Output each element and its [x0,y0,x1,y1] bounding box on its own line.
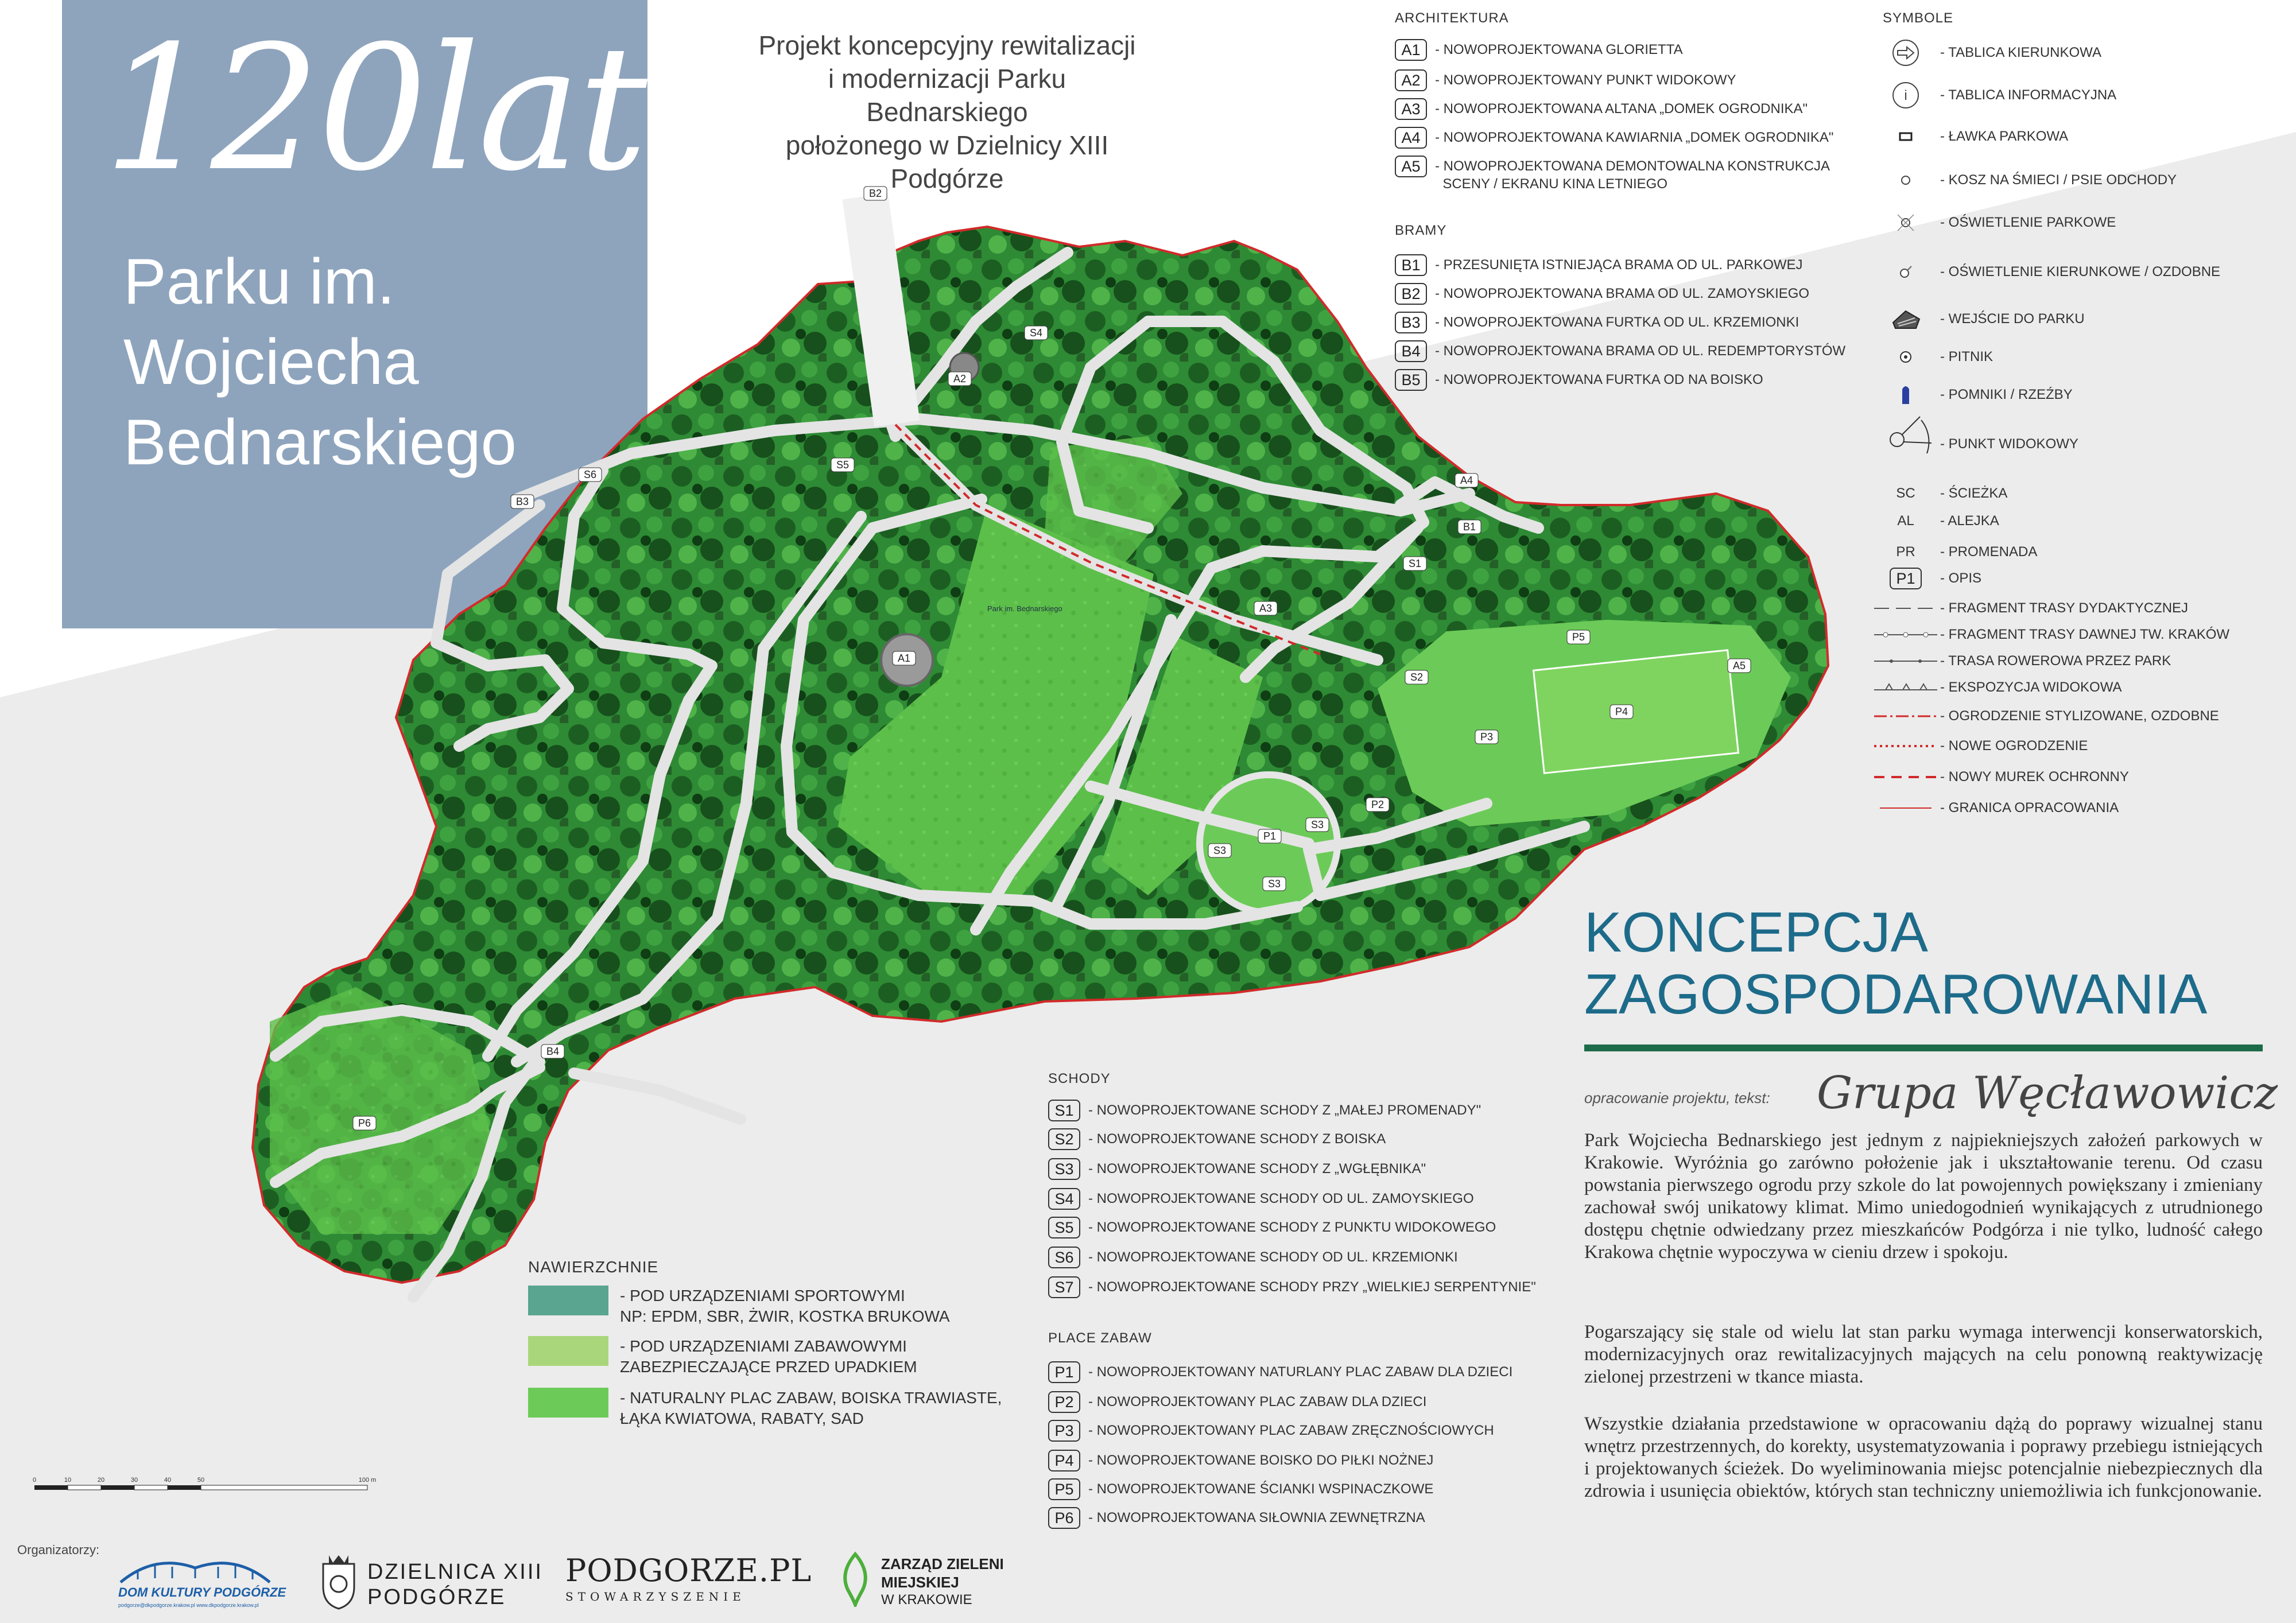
map-label-b1 [1458,520,1481,534]
bin-icon [1871,166,1940,194]
leaf-logo-icon [835,1550,875,1607]
legend-s1: S1 - NOWOPROJEKTOWANE SCHODY Z „MAŁEJ PROMENADY" [1048,1100,1481,1121]
schody-heading: SCHODY [1048,1071,1111,1086]
organizers-label: Organizatorzy: [17,1543,100,1557]
place-zabaw-heading: PLACE ZABAW [1048,1330,1152,1346]
park-name-line-3: Bednarskiego [123,406,517,478]
svg-text:A3: A3 [1259,603,1273,614]
park-name-label: Park im. Bednarskiego [987,604,1062,613]
legend-surface-sport: - POD URZĄDZENIAMI SPORTOWYMI NP: EPDM, SBR, ŻWIR, KOSTKA BRUKOWA [528,1286,950,1327]
legend-surface-natural: - NATURALNY PLAC ZABAW, BOISKA TRAWIASTE, ŁĄKA KWIATOWA, RABATY, SAD [528,1388,1002,1429]
surface-swatch [528,1388,608,1418]
legend-p1: P1 - NOWOPROJEKTOWANY NATURLANY PLAC ZABAW DLA DZIECI [1048,1361,1512,1383]
map-label-s4 [1025,326,1048,340]
svg-text:S3: S3 [1310,819,1324,830]
scale-tick-1: 10 [64,1477,72,1484]
legend-study-boundary: - GRANICA OPRACOWANIA [1871,794,2119,822]
legend-b4: B4 - NOWOPROJEKTOWANA BRAMA OD UL. REDEMPTORYSTÓW [1395,340,1845,362]
svg-text:S2: S2 [1410,671,1424,683]
legend-p2: P2 - NOWOPROJEKTOWANY PLAC ZABAW DLA DZIECI [1048,1391,1426,1413]
svg-text:P6: P6 [358,1117,371,1129]
direction-light-icon [1871,258,1940,286]
surface-swatch [528,1286,608,1315]
map-label-s2 [1405,670,1428,684]
scale-bar [32,1475,387,1498]
legend-direction-light: - OŚWIETLENIE KIERUNKOWE / OZDOBNE [1871,258,2220,286]
legend-new-fence: - NOWE OGRODZENIE [1871,732,2088,760]
svg-text:P5: P5 [1572,631,1585,643]
legend-b1: B1 - PRZESUNIĘTA ISTNIEJĄCA BRAMA OD UL. PARKOWEJ [1395,254,1803,276]
legend-s3: S3 - NOWOPROJEKTOWANE SCHODY Z „WGŁĘBNIKA" [1048,1158,1426,1180]
map-label-s3b [1306,818,1329,832]
park-light-icon [1871,209,1940,236]
viewpoint-icon [1871,421,1940,467]
author-label: opracowanie projektu, tekst: [1584,1089,1770,1106]
map-label-p6 [353,1116,376,1130]
map-label-p2 [1366,798,1389,812]
logo-zzm: ZARZĄD ZIELENI MIEJSKIEJ W KRAKOWIE [835,1550,1025,1613]
architektura-heading: ARCHITEKTURA [1395,10,1509,26]
map-label-b3 [511,495,534,508]
svg-text:A2: A2 [953,373,967,385]
legend-p4: P4 - NOWOPROJEKTOWANE BOISKO DO PIŁKI NOŻNEJ [1048,1450,1433,1471]
svg-text:S3: S3 [1267,878,1281,890]
legend-bin: - KOSZ NA ŚMIECI / PSIE ODCHODY [1871,166,2177,194]
legend-info-sign: i - TABLICA INFORMACYJNA [1871,81,2116,109]
map-label-p5 [1567,630,1590,644]
project-title-line-2: i modernizacji Parku Bednarskiego [828,64,1066,127]
svg-text:S3: S3 [1213,845,1227,856]
project-title-line-3: położonego w Dzielnicy XIII Podgórze [785,130,1109,193]
map-label-s3c [1263,877,1286,891]
legend-view-exposure: - EKSPOZYCJA WIDOKOWA [1871,674,2122,701]
map-label-s1 [1403,557,1426,570]
old-trail-icon [1871,629,1940,640]
svg-text:A1: A1 [897,653,911,664]
map-label-a5 [1728,659,1751,673]
legend-protective-wall: - NOWY MUREK OCHRONNY [1871,763,2129,791]
legend-a1: A1 - NOWOPROJEKTOWANA GLORIETTA [1395,39,1683,61]
logo-podgorze-pl: PODGORZE.PL STOWARZYSZENIE [565,1552,812,1603]
author-name: Grupa Węcławowicz [1817,1067,2278,1119]
map-label-a1 [893,651,916,665]
map-label-a2 [948,372,971,386]
svg-text:S6: S6 [583,469,597,480]
bench-icon [1871,123,1940,150]
legend-b3: B3 - NOWOPROJEKTOWANA FURTKA OD UL. KRZEMIONKI [1395,312,1799,333]
description-paragraph-1: Park Wojciecha Bednarskiego jest jednym z najpiekniejszych założeń parkowych w Krakowie. Wyróżnia go zarówno położenie jak i ukształtowanie terenu. Od czasu powstania pierwszego ogrodu przy szkole do lat powojennych powiększany i zmieniany zachował swój unikatowy klimat. Mimo uniedogodnień wynikających z utrudnionego dostępu chętnie odwiedzany przez mieszkańców Podgórza i nie tylko, ludność całego Krakowa chętnie wypoczywa w cieniu drzew i spokoju. [1584,1130,2263,1263]
legend-a5: A5 - NOWOPROJEKTOWANA DEMONTOWALNA KONSTRUKCJA SCENY / EKRANU KINA LETNIEGO [1395,156,1830,193]
legend-park-light: - OŚWIETLENIE PARKOWE [1871,209,2116,236]
svg-text:P3: P3 [1480,731,1494,743]
scale-tick-6: 100 m [358,1477,377,1484]
svg-text:A5: A5 [1732,660,1746,671]
symbole-heading: SYMBOLE [1883,10,1954,26]
legend-description: P1 - OPIS [1871,565,1981,592]
logo-dzielnica: DZIELNICA XIII PODGÓRZE [319,1550,525,1613]
legend-entrance: - WEJŚCIE DO PARKU [1871,305,2085,333]
svg-text:S1: S1 [1408,558,1422,569]
legend-didactic-trail: - FRAGMENT TRASY DYDAKTYCZNEJ [1871,595,2188,622]
svg-text:B3: B3 [515,496,529,507]
legend-s4: S4 - NOWOPROJEKTOWANE SCHODY OD UL. ZAMOYSKIEGO [1048,1188,1474,1210]
svg-text:B4: B4 [546,1046,560,1057]
view-exposure-icon [1871,682,1940,693]
svg-text:P1: P1 [1263,830,1277,842]
anniversary-title: 120lat [103,9,645,209]
legend-arrow-sign: - TABLICA KIERUNKOWA [1871,39,2101,67]
football-pitch-p4 [1534,650,1739,774]
legend-bike-route: - TRASA ROWEROWA PRZEZ PARK [1871,647,2171,675]
legend-monument: - POMNIKI / RZEŹBY [1871,381,2073,409]
scale-tick-0: 0 [32,1477,37,1484]
svg-text:B1: B1 [1463,521,1476,533]
legend-decorative-fence: - OGRODZENIE STYLIZOWANE, OZDOBNE [1871,702,2219,730]
map-label-s3a [1208,844,1231,857]
legend-p5: P5 - NOWOPROJEKTOWANE ŚCIANKI WSPINACZKOWE [1048,1478,1433,1500]
protective-wall-icon [1871,771,1940,783]
bridge-logo-icon [115,1556,276,1585]
nawierzchnie-heading: NAWIERZCHNIE [528,1258,659,1276]
legend-b2: B2 - NOWOPROJEKTOWANA BRAMA OD UL. ZAMOYSKIEGO [1395,283,1809,305]
map-label-p1 [1258,829,1281,843]
map-label-b2 [864,187,887,200]
legend-a4: A4 - NOWOPROJEKTOWANA KAWIARNIA „DOMEK OGRODNIKA" [1395,127,1833,149]
map-label-p4 [1610,705,1633,719]
study-boundary-icon [1871,802,1940,814]
scale-tick-2: 20 [97,1477,105,1484]
svg-text:S4: S4 [1029,327,1043,339]
bike-route-icon [1871,655,1940,667]
scale-tick-5: 50 [197,1477,205,1484]
description-paragraph-2: Pogarszający się stale od wielu lat stan parku wymaga interwencji konserwatorskich, modernizacyjnych oraz rewitalizacyjnych mających na celu ponowną reaktywizację zielonej przestrzeni w tkance miasta. [1584,1322,2263,1387]
project-title-line-1: Projekt koncepcyjny rewitalizacji [758,30,1136,60]
svg-text:i: i [1904,88,1907,103]
monument-icon [1871,381,1940,409]
legend-alley: AL - ALEJKA [1897,513,1999,529]
svg-text:P2: P2 [1371,799,1384,810]
coat-of-arms-icon [319,1552,359,1610]
drinking-fountain-icon [1871,343,1940,371]
legend-viewpoint: - PUNKT WIDOKOWY [1871,427,2078,461]
map-label-a3 [1254,601,1277,615]
legend-s2: S2 - NOWOPROJEKTOWANE SCHODY Z BOISKA [1048,1128,1386,1150]
svg-text:S5: S5 [836,459,850,471]
legend-path: SC - ŚCIEŻKA [1896,486,2008,501]
logo-dom-kultury: DOM KULTURY PODGÓRZE podgorze@dkpodgorze.krakow.pl www.dkpodgorze.krakow.pl [115,1556,276,1614]
legend-a3: A3 - NOWOPROJEKTOWANA ALTANA „DOMEK OGRODNIKA" [1395,98,1808,120]
map-label-a4 [1455,473,1478,487]
park-name-line-2: Wojciecha [123,326,419,398]
legend-b5: B5 - NOWOPROJEKTOWANA FURTKA OD NA BOISKO [1395,369,1763,391]
surface-swatch [528,1336,608,1366]
scale-tick-4: 40 [164,1477,172,1484]
entrance-icon [1871,305,1940,333]
park-name-line-1: Parku im. [123,246,395,317]
koncepcja-underline [1584,1045,2263,1051]
info-sign-icon [1871,81,1940,109]
bramy-heading: BRAMY [1395,223,1447,238]
svg-text:B2: B2 [868,188,882,199]
map-label-s5 [831,458,854,472]
legend-bench: - ŁAWKA PARKOWA [1871,123,2068,150]
legend-promenade: PR - PROMENADA [1896,544,2038,560]
svg-text:P4: P4 [1615,706,1628,717]
legend-surface-playground: - POD URZĄDZENIAMI ZABAWOWYMI ZABEZPIECZAJĄCE PRZED UPADKIEM [528,1336,917,1377]
legend-s6: S6 - NOWOPROJEKTOWANE SCHODY OD UL. KRZEMIONKI [1048,1247,1458,1268]
svg-text:A4: A4 [1460,475,1473,486]
legend-p3: P3 - NOWOPROJEKTOWANY PLAC ZABAW ZRĘCZNOŚCIOWYCH [1048,1420,1494,1442]
legend-old-trail: - FRAGMENT TRASY DAWNEJ TW. KRAKÓW [1871,621,2229,649]
legend-p6: P6 - NOWOPROJEKTOWANA SIŁOWNIA ZEWNĘTRZNA [1048,1507,1425,1529]
legend-s5: S5 - NOWOPROJEKTOWANE SCHODY Z PUNKTU WIDOKOWEGO [1048,1217,1496,1238]
legend-s7: S7 - NOWOPROJEKTOWANE SCHODY PRZY „WIELKIEJ SERPENTYNIE" [1048,1276,1536,1298]
legend-drinking-fountain: - PITNIK [1871,343,1993,371]
arrow-sign-icon [1871,39,1940,67]
scale-tick-3: 30 [130,1477,138,1484]
description-paragraph-3: Wszystkie działania przedstawione w opracowaniu dążą do poprawy wizualnej stanu wnętrz przestrzennych, do korekty, usystematyzowania i poprawy przebiegu istniejących i projektowanych ścieżek. Do wyeliminowania miejsc potencjalnie niebezpiecznych dla zdrowia i usunięcia obiektów, których stan techniczny uniemożliwia ich funkcjonowanie. [1584,1414,2263,1501]
legend-a2: A2 - NOWOPROJEKTOWANY PUNKT WIDOKOWY [1395,69,1736,91]
map-label-s6 [579,468,602,482]
decorative-fence-icon [1871,710,1940,722]
koncepcja-heading: KONCEPCJA ZAGOSPODAROWANIA [1584,900,2208,1026]
new-fence-icon [1871,740,1940,752]
didactic-trail-icon [1871,603,1940,614]
map-label-p3 [1475,730,1498,744]
map-label-b4 [541,1045,564,1058]
